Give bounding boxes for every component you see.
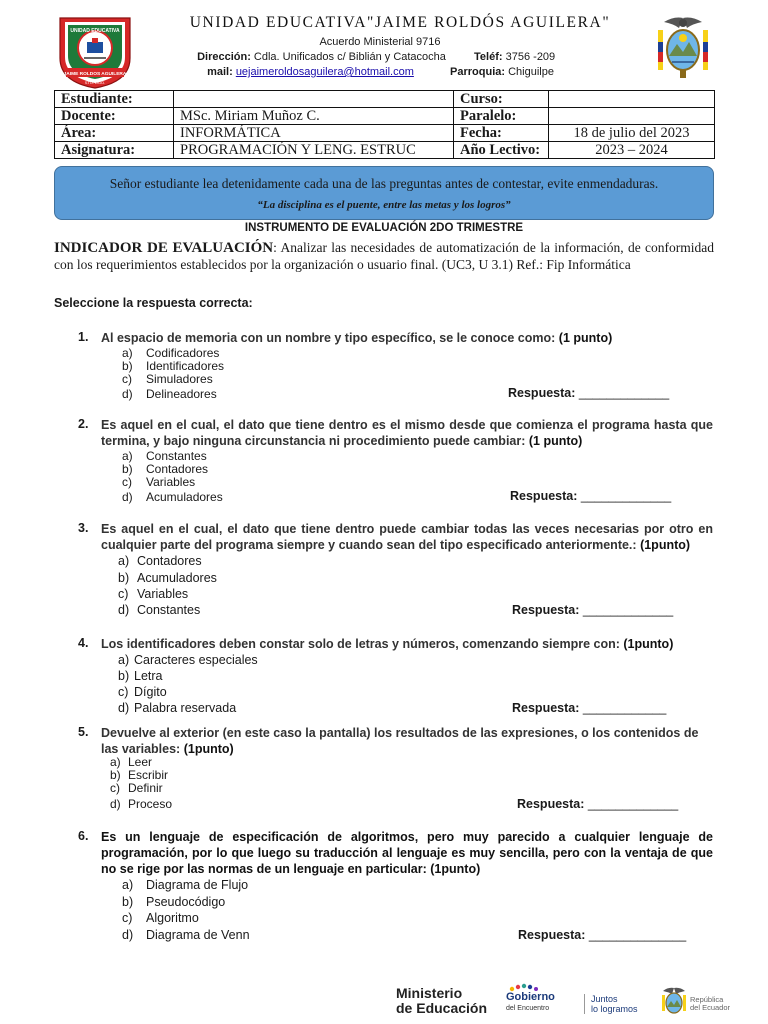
option-text[interactable]: Codificadores: [146, 346, 220, 360]
option-text[interactable]: Diagrama de Flujo: [146, 878, 249, 892]
option-label: b): [122, 895, 134, 909]
student-field[interactable]: [174, 91, 454, 108]
option-label: a): [118, 554, 130, 568]
option-label: d): [122, 928, 134, 942]
option-text[interactable]: Variables: [146, 475, 196, 489]
area-value: INFORMÁTICA: [174, 125, 454, 142]
option-label: a): [122, 346, 133, 360]
gobierno-logo: Gobierno del Encuentro: [506, 991, 555, 1012]
option-label: d): [122, 387, 133, 401]
option-text[interactable]: Leer: [128, 755, 153, 769]
telef-value: 3756 -209: [505, 51, 556, 63]
option-label: c): [122, 475, 132, 489]
logo-small-text: STO. DGO.: [84, 80, 106, 85]
question-text: Los identificadores deben constar solo de letras y números, comenzando siempre con: (1punto): [101, 637, 674, 651]
option-text[interactable]: Simuladores: [146, 372, 213, 386]
option-text[interactable]: Contadores: [137, 554, 202, 568]
option-label: c): [122, 372, 132, 386]
option-text[interactable]: Letra: [134, 669, 163, 683]
logo-bottom-text: JAIME ROLDOS AGUILERA: [63, 72, 127, 77]
curso-label: Curso:: [454, 91, 549, 108]
table-row: [55, 108, 715, 125]
option-label: b): [110, 768, 121, 782]
school-logo: [54, 14, 136, 90]
option-label: c): [118, 685, 129, 699]
option-label: b): [118, 669, 130, 683]
option-text[interactable]: Caracteres especiales: [134, 653, 258, 667]
notice-box: [54, 166, 714, 220]
logo-top-text: UNIDAD EDUCATIVA: [70, 28, 120, 34]
question-number: 1.: [78, 330, 89, 344]
option-label: a): [122, 878, 134, 892]
ecuador-shield-icon: [660, 986, 688, 1021]
paralelo-label: Paralelo:: [454, 108, 549, 125]
select-instruction: Seleccione la respuesta correcta:: [54, 296, 253, 310]
ano-lectivo-value: 2023 – 2024: [549, 142, 715, 159]
option-label: d): [118, 701, 130, 715]
school-name: UNIDAD EDUCATIVA"JAIME ROLDÓS AGUILERA": [189, 14, 611, 31]
option-text[interactable]: Algoritmo: [146, 911, 199, 925]
coat-of-arms-icon: [652, 14, 714, 82]
option-label: a): [110, 755, 121, 769]
option-text[interactable]: Variables: [137, 587, 189, 601]
response-field[interactable]: Respuesta: ____________: [512, 701, 667, 715]
question-number: 4.: [78, 636, 89, 650]
option-text[interactable]: Acumuladores: [146, 490, 223, 504]
direccion-value: Cdla. Unificados c/ Biblián y Catacocha: [253, 51, 446, 63]
option-text[interactable]: Contadores: [146, 462, 209, 476]
paralelo-field[interactable]: [549, 108, 715, 125]
fecha-value: 18 de julio del 2023: [549, 125, 715, 142]
question-text: Devuelve al exterior (en este caso la pantalla) los resultados de las expresiones, o los contenidos de las variables: (1punto): [101, 726, 699, 756]
juntos-logo: Juntos lo logramos: [584, 994, 638, 1014]
instrument-title: INSTRUMENTO DE EVALUACIÓN 2DO TRIMESTRE: [244, 222, 524, 234]
option-text[interactable]: Definir: [128, 781, 163, 795]
question-text: Es aquel en el cual, el dato que tiene dentro puede cambiar todas las veces necesarias por otro en cualquier parte del programa siempre y cuando sean del tipo especificado anteriormente.: (1punto): [101, 522, 713, 552]
question-number: 2.: [78, 417, 89, 431]
docente-label: Docente:: [55, 108, 174, 125]
area-label: Área:: [55, 125, 174, 142]
option-text[interactable]: Identificadores: [146, 359, 225, 373]
asignatura-label: Asignatura:: [55, 142, 174, 159]
student-info-table: [54, 90, 715, 159]
option-text[interactable]: Escribir: [128, 768, 169, 782]
indicador-label: INDICADOR DE EVALUACIÓN: [54, 240, 274, 256]
option-label: a): [118, 653, 130, 667]
indicador-text: : Analizar las necesidades de automatización de la información, de conformidad con los requerimientos establecidos por la organización o usuario final. (UC3, U 3.1) Ref.: Fip Informática: [54, 240, 714, 272]
parroquia-value: Chiguilpe: [508, 66, 554, 78]
option-label: c): [110, 781, 120, 795]
option-label: d): [118, 603, 130, 617]
option-label: c): [118, 587, 129, 601]
option-text[interactable]: Constantes: [146, 449, 207, 463]
option-label: d): [110, 797, 121, 811]
docente-value: MSc. Miriam Muñoz C.: [174, 108, 454, 125]
mail-line: [180, 66, 620, 78]
option-text[interactable]: Acumuladores: [137, 571, 217, 585]
telef-label: Teléf:: [474, 51, 503, 63]
ministerio-logo: Ministerio de Educación: [396, 985, 488, 1016]
table-row: [55, 142, 715, 159]
acuerdo-ministerial: Acuerdo Ministerial 9716: [319, 36, 441, 48]
question-text: Es un lenguaje de especificación de algoritmos, pero muy parecido a cualquier lenguaje de programación, por lo que luego su traducción al lenguaje es muy sencilla, pero con la ventaja de que no se rige por las normas de un lenguaje en particular: (1punto): [101, 830, 713, 876]
fecha-label: Fecha:: [454, 125, 549, 142]
option-text[interactable]: Diagrama de Venn: [146, 928, 250, 942]
table-row: [55, 91, 715, 108]
option-label: d): [122, 490, 133, 504]
curso-field[interactable]: [549, 91, 715, 108]
notice-quote: “La disciplina es el puente, entre las metas y los logros”: [257, 199, 511, 211]
mail-link[interactable]: uejaimeroldosaguilera@hotmail.com: [235, 66, 414, 78]
ano-lectivo-label: Año Lectivo:: [454, 142, 549, 159]
option-label: b): [122, 359, 133, 373]
parroquia-label: Parroquia:: [450, 66, 506, 78]
option-text[interactable]: Proceso: [128, 797, 173, 811]
indicador-paragraph: [54, 240, 714, 273]
option-text[interactable]: Dígito: [134, 685, 167, 699]
response-field[interactable]: Respuesta: _____________: [517, 797, 679, 811]
option-label: c): [122, 911, 133, 925]
option-text[interactable]: Pseudocódigo: [146, 895, 226, 909]
direccion-label: Dirección:: [197, 51, 251, 63]
notice-text: Señor estudiante lea detenidamente cada una de las preguntas antes de contestar, evite enmendaduras.: [109, 176, 659, 191]
republica-logo: República del Ecuador: [690, 995, 731, 1012]
option-text[interactable]: Constantes: [137, 603, 201, 617]
response-field[interactable]: Respuesta: _____________: [508, 386, 670, 400]
question-text: Es aquel en el cual, el dato que tiene dentro es el mismo desde que comienza el programa hasta que termina, y bajo ninguna circunstancia ni procedimiento puede cambiar: (1 punto): [101, 418, 713, 448]
response-field[interactable]: Respuesta: _____________: [510, 489, 672, 503]
question-text: Al espacio de memoria con un nombre y tipo específico, se le conoce como: (1 punto): [101, 331, 613, 345]
response-field[interactable]: Respuesta: ______________: [518, 928, 687, 942]
option-label: b): [118, 571, 130, 585]
question-number: 6.: [78, 829, 89, 843]
mail-label: mail:: [207, 66, 233, 78]
option-label: b): [122, 462, 133, 476]
student-label: Estudiante:: [55, 91, 174, 108]
asignatura-value: PROGRAMACIÓN Y LENG. ESTRUC: [174, 142, 454, 159]
question-number: 5.: [78, 725, 89, 739]
address-line: [180, 51, 620, 63]
question-number: 3.: [78, 521, 89, 535]
table-row: [55, 125, 715, 142]
option-text[interactable]: Delineadores: [146, 387, 217, 401]
response-field[interactable]: Respuesta: _____________: [512, 603, 674, 617]
option-label: a): [122, 449, 133, 463]
option-text[interactable]: Palabra reservada: [134, 701, 237, 715]
